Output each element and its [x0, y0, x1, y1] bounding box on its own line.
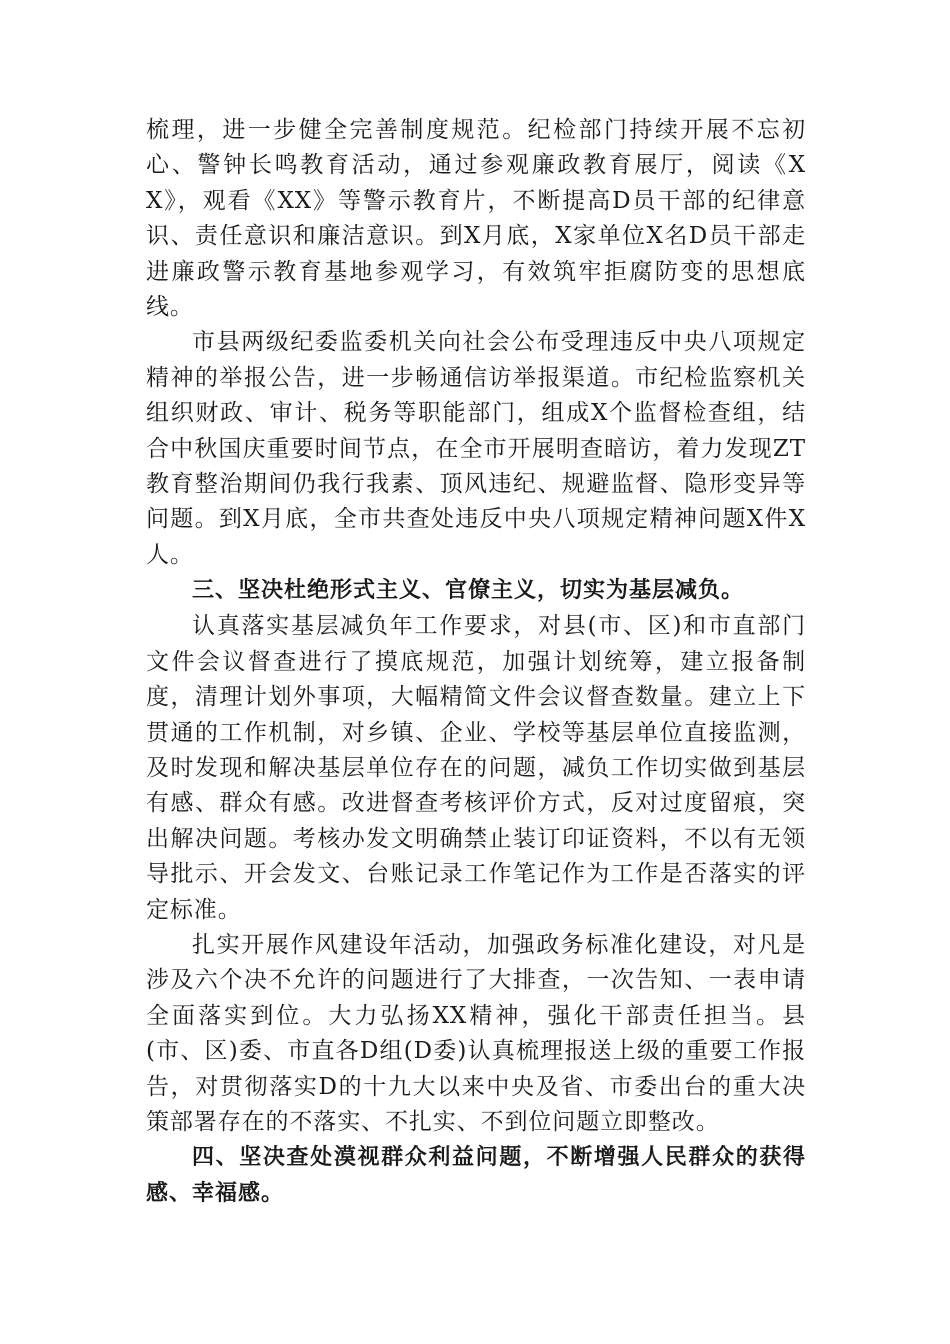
paragraph-grassroots-burden: 认真落实基层减负年工作要求，对县(市、区)和市直部门文件会议督查进行了摸底规范，加强计划统筹，建立报备制度，清理计划外事项，大幅精简文件会议督查数量。建立上下贯通的工作机制，对乡镇、企业、学校等基层单位直接监测，及时发现和解决基层单位存在的问题，减负工作切实做到基层有感、群众有感。改进督查考核评价方式，反对过度留痕，突出解决问题。考核办发文明确禁止装订印证资料，不以有无领导批示、开会发文、台账记录工作笔记作为工作是否落实的评定标准。 [146, 613, 806, 923]
section-heading-four: 四、坚决查处漠视群众利益问题，不断增强人民群众的获得感、幸福感。 [146, 1145, 806, 1207]
paragraph-discipline-education: 梳理，进一步健全完善制度规范。纪检部门持续开展不忘初心、警钟长鸣教育活动，通过参观廉政教育展厅，阅读《XX》，观看《XX》等警示教育片，不断提高D员干部的纪律意识、责任意识和廉洁意识。到X月底，X家单位X名D员干部走进廉政警示教育基地参观学习，有效筑牢拒腐防变的思想底线。 [146, 117, 806, 321]
paragraph-report-channels: 市县两级纪委监委机关向社会公布受理违反中央八项规定精神的举报公告，进一步畅通信访举报渠道。市纪检监察机关组织财政、审计、税务等职能部门，组成X个监督检查组，结合中秋国庆重要时间节点，在全市开展明查暗访，着力发现ZT教育整治期间仍我行我素、顶风违纪、规避监督、隐形变异等问题。到X月底，全市共查处违反中央八项规定精神问题X件X人。 [146, 329, 806, 568]
section-heading-three: 三、坚决杜绝形式主义、官僚主义，切实为基层减负。 [192, 578, 745, 604]
document-page [146, 113, 806, 1212]
paragraph-work-style: 扎实开展作风建设年活动，加强政务标准化建设，对凡是涉及六个决不允许的问题进行了大排查，一次告知、一表申请全面落实到位。大力弘扬XX精神，强化干部责任担当。县(市、区)委、市直各D组(D委)认真梳理报送上级的重要工作报告，对贯彻落实D的十九大以来中央及省、市委出台的重大决策部署存在的不落实、不扎实、不到位问题立即整改。 [146, 931, 806, 1135]
